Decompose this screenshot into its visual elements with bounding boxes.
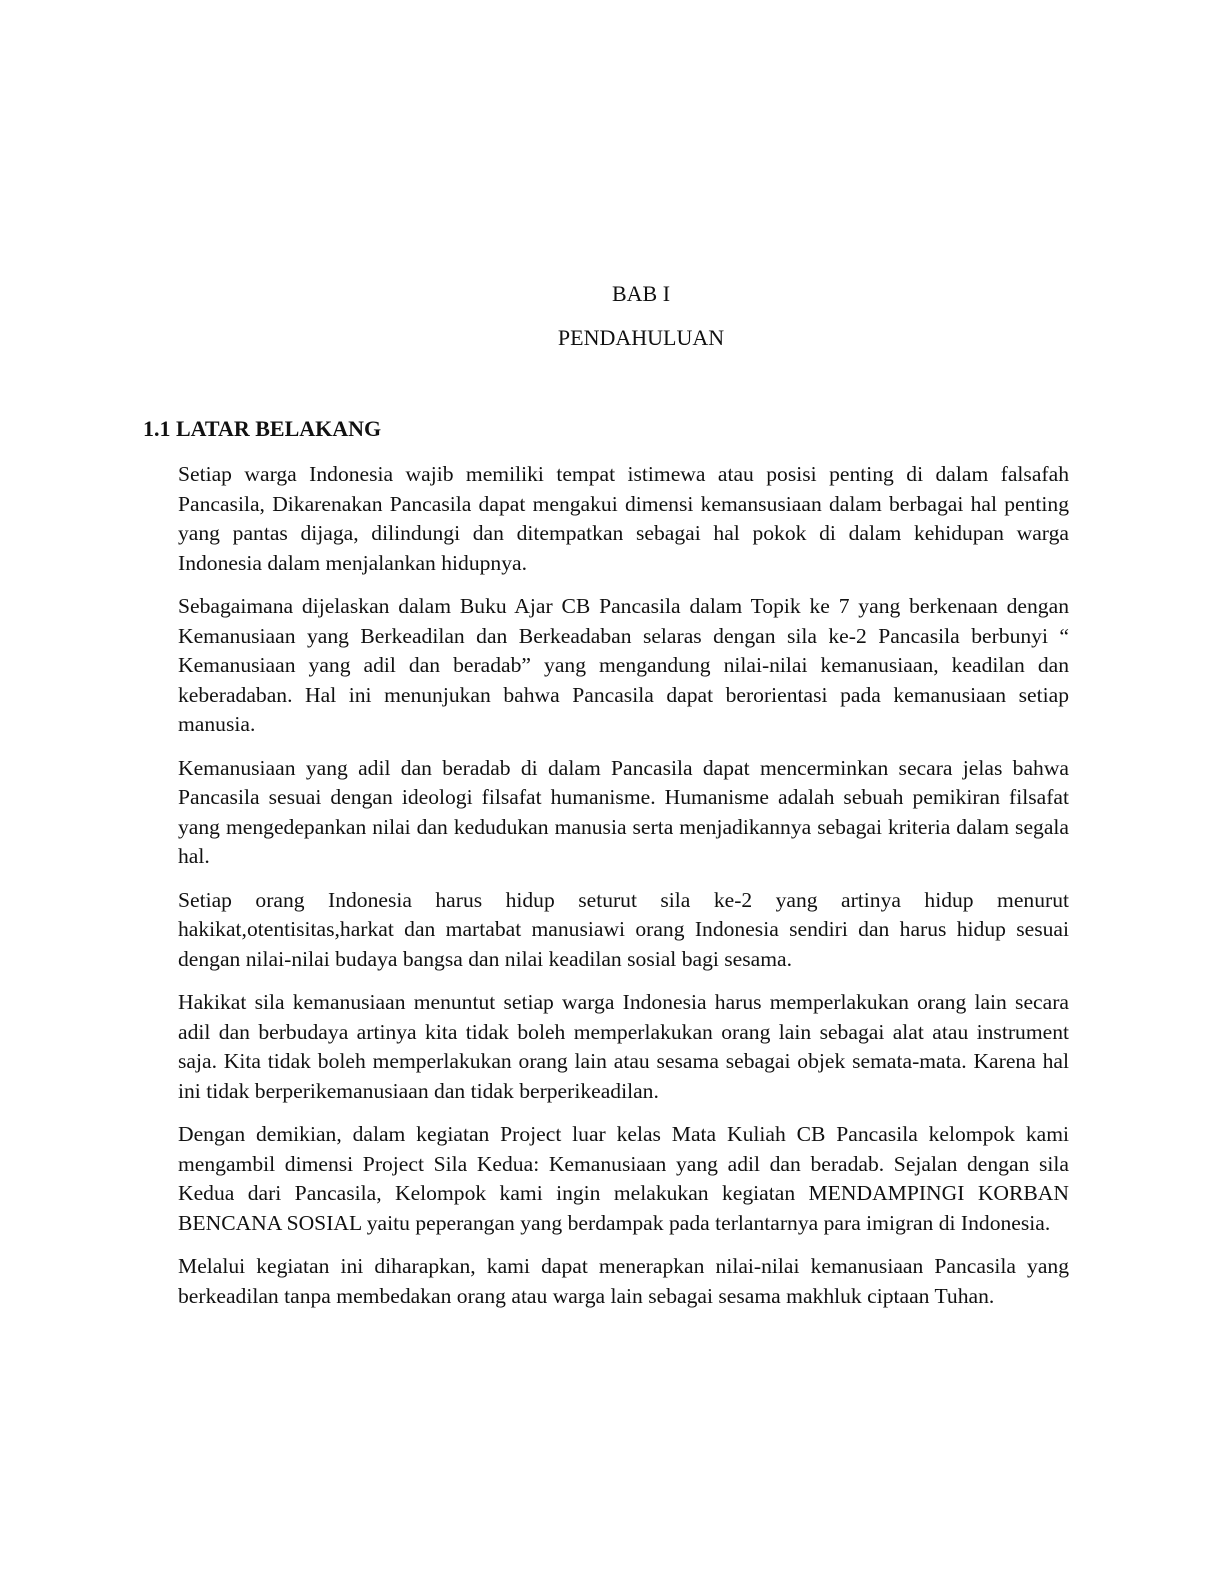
paragraph-7: Melalui kegiatan ini diharapkan, kami dapat menerapkan nilai-nilai kemanusiaan Pancasila yang berkeadilan tanpa membedakan orang atau warga lain sebagai sesama makhluk ciptaan Tuhan. bbox=[178, 1254, 1069, 1308]
paragraph-6: Dengan demikian, dalam kegiatan Project luar kelas Mata Kuliah CB Pancasila kelompok kami mengambil dimensi Project Sila Kedua: Kemanusiaan yang adil dan beradab. Sejalan dengan sila Kedua dari Pancasila, Kelompok kami ingin melakukan kegiatan MENDAMPINGI KORBAN BENCANA SOSIAL yaitu peperangan yang berdampak pada terlantarnya para imigran di Indonesia. bbox=[178, 1122, 1069, 1235]
section-body bbox=[178, 460, 1069, 1325]
paragraph-3: Kemanusiaan yang adil dan beradab di dalam Pancasila dapat mencerminkan secara jelas bahwa Pancasila sesuai dengan ideologi filsafat humanisme. Humanisme adalah sebuah pemikiran filsafat yang mengedepankan nilai dan kedudukan manusia serta menjadikannya sebagai kriteria dalam segala hal. bbox=[178, 755, 1069, 868]
chapter-title: PENDAHULUAN bbox=[557, 325, 725, 350]
paragraph-2: Sebagaimana dijelaskan dalam Buku Ajar CB Pancasila dalam Topik ke 7 yang berkenaan dengan Kemanusiaan yang Berkeadilan dan Berkeadaban selaras dengan sila ke-2 Pancasila berbunyi “ Kemanusiaan yang adil dan beradab” yang mengandung nilai-nilai kemanusiaan, keadilan dan keberadaban. Hal ini menunjukan bahwa Pancasila dapat berorientasi pada kemanusiaan setiap manusia. bbox=[178, 594, 1069, 736]
chapter-label: BAB I bbox=[611, 281, 671, 306]
section-heading: 1.1 LATAR BELAKANG bbox=[143, 416, 382, 441]
paragraph-4: Setiap orang Indonesia harus hidup seturut sila ke-2 yang artinya hidup menurut hakikat,otentisitas,harkat dan martabat manusiawi orang Indonesia sendiri dan harus hidup sesuai dengan nilai-nilai budaya bangsa dan nilai keadilan sosial bagi sesama. bbox=[178, 887, 1069, 971]
paragraph-5: Hakikat sila kemanusiaan menuntut setiap warga Indonesia harus memperlakukan orang lain secara adil dan berbudaya artinya kita tidak boleh memperlakukan orang lain sebagai alat atau instrument saja. Kita tidak boleh memperlakukan orang lain atau sesama sebagai objek semata-mata. Karena hal ini tidak berperikemanusiaan dan tidak berperikeadilan. bbox=[178, 990, 1069, 1103]
paragraph-1: Setiap warga Indonesia wajib memiliki tempat istimewa atau posisi penting di dalam falsafah Pancasila, Dikarenakan Pancasila dapat mengakui dimensi kemansusiaan dalam berbagai hal penting yang pantas dijaga, dilindungi dan ditempatkan sebagai hal pokok di dalam kehidupan warga Indonesia dalam menjalankan hidupnya. bbox=[178, 462, 1069, 575]
